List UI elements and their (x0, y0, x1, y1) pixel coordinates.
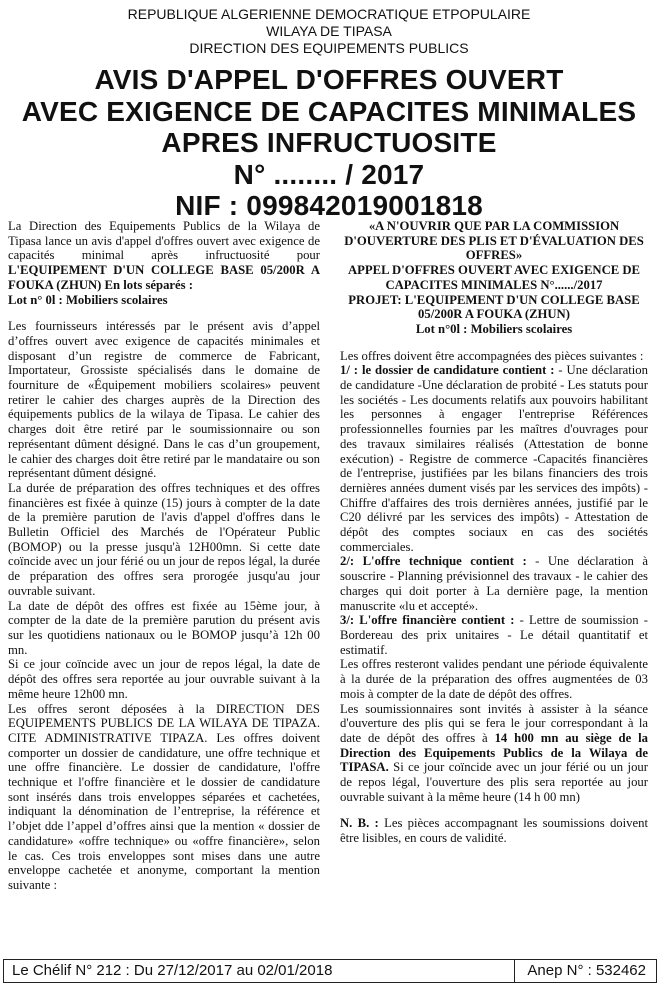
title-nif: NIF : 099842019001818 (175, 190, 483, 221)
opening-text-a: Les soumissionnaires sont invités à assister à la séance d'ouverture des plis qui se fera le jour correspondant à la date de dépôt des offres à (340, 701, 648, 745)
intro-text: La Direction des Equipements Publics de la Wilaya de Tipasa lance un avis d'appel d'offres ouvert avec exigence de capacités minimal après infructuosité pour (8, 219, 320, 263)
section-technique-label: 2/: L'offre technique contient : (340, 554, 527, 569)
section-candidature (340, 363, 648, 554)
header (0, 6, 658, 57)
left-column (8, 219, 320, 893)
paragraph-documents: Les offres doivent être accompagnées des pièces suivantes : (340, 348, 644, 363)
paragraph-deposit-place: Les offres seront déposées à la DIRECTION DES EQUIPEMENTS PUBLICS DE LA WILAYA DE TIPAZA. CITE ADMINISTRATIVE TIPAZA. Les offres doivent comporter un dossier de candidature, une offre technique et une offre financière. Le dossier de candidature, l'offre technique et l'offre financière et le dossier de candidature sont insérés dans trois enveloppes séparées et cachetées, indiquant la dénomination de l’entreprise, la référence et l’objet dde l’appel d’offres ainsi que la mention « dossier de candidature» «offre technique» ou «offre financière», selon le cas. Ces trois enveloppes sont mises dans une autre enveloppe cachetée et anonyme, comportant la mention suivante : (8, 701, 320, 892)
intro-project: L'EQUIPEMENT D'UN COLLEGE BASE 05/200R A FOUKA (ZHUN) En lots séparés : (8, 263, 320, 292)
section-candidature-label: 1/ : le dossier de candidature contient : (340, 363, 555, 378)
note-text: Les pièces accompagnant les soumissions doivent être lisibles, en cours de validité. (340, 816, 648, 846)
note-label: N. B. : (340, 816, 379, 831)
title-line-2: AVEC EXIGENCE DE CAPACITES MINIMALES (21, 95, 637, 127)
header-line-direction: DIRECTION DES EQUIPEMENTS PUBLICS (189, 40, 469, 56)
section-financiere-text: - Lettre de soumission - Bordereau des prix unitaires - Le détail quantitatif et estimatif. (340, 613, 648, 657)
section-technique (340, 554, 648, 613)
section-technique-text: - Une déclaration à souscrire - Planning prévisionnel des travaux - le cahier des charges qui doit porter à La dernière page, la mention manuscrite «lu et accepté». (340, 554, 648, 613)
title-number: N° ........ / 2017 (233, 158, 425, 190)
paragraph-suppliers: Les fournisseurs intéressés par le présent avis d’appel d’offres ouvert avec exigence de capacités minimales et disposant d’un registre de commerce de Fabricant, Importateur, Grossiste spécialisés dans le domaine de fourniture de «Équipement mobiliers scolaires» peuvent retirer le cahier des charges auprès de la Direction des équipements publics de la wilaya de Tipasa. Le cahier des charges doit être retiré par le soumissionnaire ou son représentant dûment désigné. Dans le cas d’un groupement, le cahier des charges doit être retiré par le mandataire ou son représentant dûment désigné. (8, 319, 320, 481)
opening-text-bold: 14 h00 mn au siège de la Direction des Equipements Publics de la Wilaya de TIPASA. (340, 730, 648, 775)
envelope-project: PROJET: L'EQUIPEMENT D'UN COLLEGE BASE 05/200R A FOUKA (ZHUN) (348, 292, 640, 322)
envelope-lot: Lot n°0l : Mobiliers scolaires (415, 321, 573, 336)
title-line-1: AVIS D'APPEL D'OFFRES OUVERT (94, 64, 564, 95)
envelope-tender: APPEL D'OFFRES OUVERT AVEC EXIGENCE DE CAPACITES MINIMALES N°....../2017 (347, 263, 640, 292)
paragraph-opening (340, 702, 648, 805)
note-paragraph (340, 816, 648, 845)
header-line-republique: REPUBLIQUE ALGERIENNE DEMOCRATIQUE ETPOPULAIRE (127, 6, 531, 22)
paragraph-preparation: La durée de préparation des offres techniques et des offres financières est fixée à quinze (15) jours à compter de la date de la première parution de l'avis d'appel d'offres dans le Bulletin Officiel des Marchés de l'Opérateur Public (BOMOP) ou la presse jusqu'à 12H00mn. Si cette date coïncide avec un jour férié ou un jour de repos légal, la durée de préparation des offres sera prorogée jusqu'au jour ouvrable suivant. (8, 480, 320, 598)
footer-anep-number: Anep N° : 532462 (514, 960, 646, 982)
section-candidature-text: - Une déclaration de candidature -Une déclaration de probité - Les statuts pour les sociétés - Les documents relatifs aux pouvoirs habilitant les personnes à engager l'entreprise Références professionnelles fournies par les maîtres d'ouvrages pour des travaux similaires réalisés (Attestation de bonne exécution) - Registre de commerce -Capacités financières de l'entreprise, justifiées par les bilans financiers des trois dernières années dument visés par les services des impôts) - Chiffre d'affaires des trois dernières années, justifié par le C20 délivré par les services des impôts) - Attestation de dépôt des comptes sociaux en cas des sociétés commerciales. (340, 363, 648, 554)
envelope-mention: «A N'OUVRIR QUE PAR LA COMMISSION D'OUVERTURE DES PLIS ET D'ÉVALUATION DES OFFRES» (344, 219, 644, 263)
right-column (340, 219, 648, 846)
paragraph-holiday: Si ce jour coïncide avec un jour de repos légal, la date de dépôt des offres sera reportée au jour ouvrable suivant à la même heure 12h00 mn. (8, 657, 320, 701)
footer-bar (3, 959, 657, 983)
footer-publication: Le Chélif N° 212 : Du 27/12/2017 au 02/01/2018 (12, 962, 333, 979)
lot-label: Lot n° 0l : Mobiliers scolaires (8, 292, 168, 307)
section-financiere (340, 613, 648, 657)
section-financiere-label: 3/: L'offre financière contient : (340, 613, 515, 628)
opening-text-c: Si ce jour coïncide avec un jour férié ou un jour de repos légal, l'ouverture des plis sera reportée au jour ouvrable suivant à la même heure (14 h 00 mn) (340, 760, 648, 804)
paragraph-validity: Les offres resteront valides pendant une période équivalente à la durée de la préparation des offres augmentées de 03 mois à compter de la date de dépôt des offres. (340, 657, 648, 701)
intro-paragraph (8, 219, 320, 293)
paragraph-deposit-date: La date de dépôt des offres est fixée au 15ème jour, à compter de la date de la première parution du présent avis sur les quotidiens nationaux ou le BOMOP jusqu’à 12h 00 mn. (8, 598, 320, 657)
notice-title (0, 64, 658, 222)
header-line-wilaya: WILAYA DE TIPASA (266, 23, 392, 39)
title-line-3: APRES INFRUCTUOSITE (161, 127, 497, 158)
intro-lot (8, 293, 320, 308)
